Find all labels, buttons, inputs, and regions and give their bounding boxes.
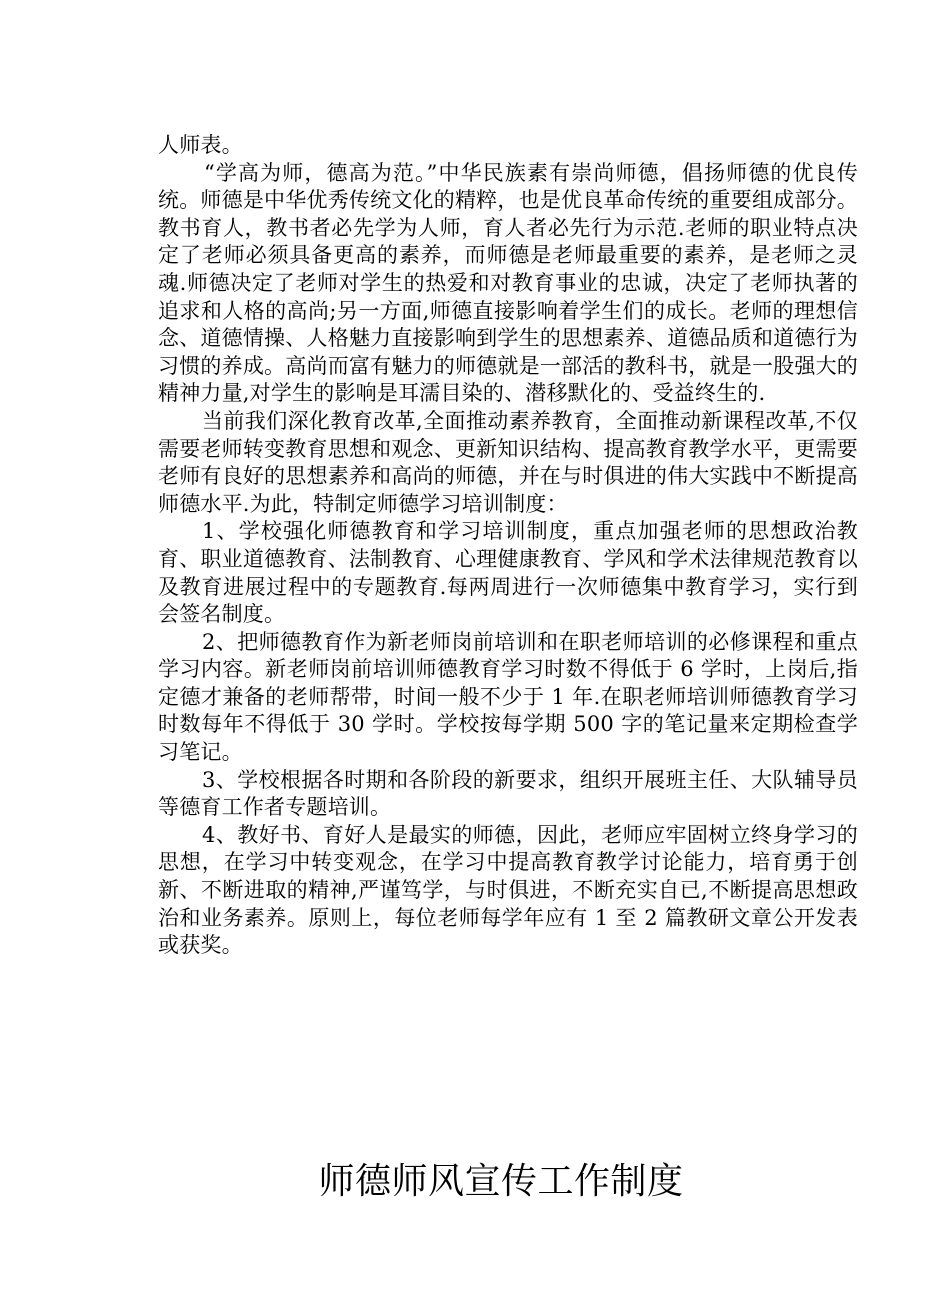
- section-title: 师德师风宣传工作制度: [318, 1161, 684, 1202]
- paragraph-rule-4: 4、教好书、育好人是最实的师德，因此，老师应牢固树立终身学习的思想，在学习中转变观念，在学习中提高教育教学讨论能力，培育勇于创新、不断进取的精神,严谨笃学，与时俱进，不断充实自已,不断提高思想政治和业务素养。原则上，每位老师每学年应有 1 至 2 篇教研文章公开发表或获奖。: [158, 822, 858, 958]
- paragraph-rule-3: 3、学校根据各时期和各阶段的新要求，组织开展班主任、大队辅导员等德育工作者专题培训。: [158, 767, 858, 820]
- paragraph-rule-1: 1、学校强化师德教育和学习培训制度，重点加强老师的思想政治教育、职业道德教育、法制教育、心理健康教育、学风和学术法律规范教育以及教育进展过程中的专题教育.每两周进行一次师德集中教育学习，实行到会签名制度。: [158, 519, 858, 627]
- paragraph-rule-2: 2、把师德教育作为新老师岗前培训和在职老师培训的必修课程和重点学习内容。新老师岗前培训师德教育学习时数不得低于 6 学时，上岗后,指定德才兼备的老师帮带，时间一般不少于 1 年.在职老师培训师德教育学习时数每年不得低于 30 学时。学校按每学期 500 字的笔记量来定期检查学习笔记。: [158, 629, 858, 765]
- paragraph-teacher-ethics-intro: “学高为师，德高为范。”中华民族素有崇尚师德，倡扬师德的优良传统。师德是中华优秀传统文化的精粹，也是优良革命传统的重要组成部分。教书育人，教书者必先学为人师，育人者必先行为示范.老师的职业特点决定了老师必须具备更高的素养，而师德是老师最重要的素养，是老师之灵魂.师德决定了老师对学生的热爱和对教育事业的忠诚，决定了老师执著的追求和人格的高尚;另一方面,师德直接影响着学生们的成长。老师的理想信念、道德情操、人格魅力直接影响到学生的思想素养、道德品质和道德行为习惯的养成。高尚而富有魅力的师德就是一部活的教科书，就是一股强大的精神力量,对学生的影响是耳濡目染的、潜移默化的、受益终生的.: [158, 160, 858, 406]
- document-body: [158, 132, 858, 960]
- paragraph-continuation: 人师表。: [158, 133, 243, 157]
- paragraph-reform-context: 当前我们深化教育改革,全面推动素养教育，全面推动新课程改革,不仅需要老师转变教育思想和观念、更新知识结构、提高教育教学水平，更需要老师有良好的思想素养和高尚的师德，并在与时俱进的伟大实践中不断提高师德水平.为此，特制定师德学习培训制度：: [158, 408, 858, 516]
